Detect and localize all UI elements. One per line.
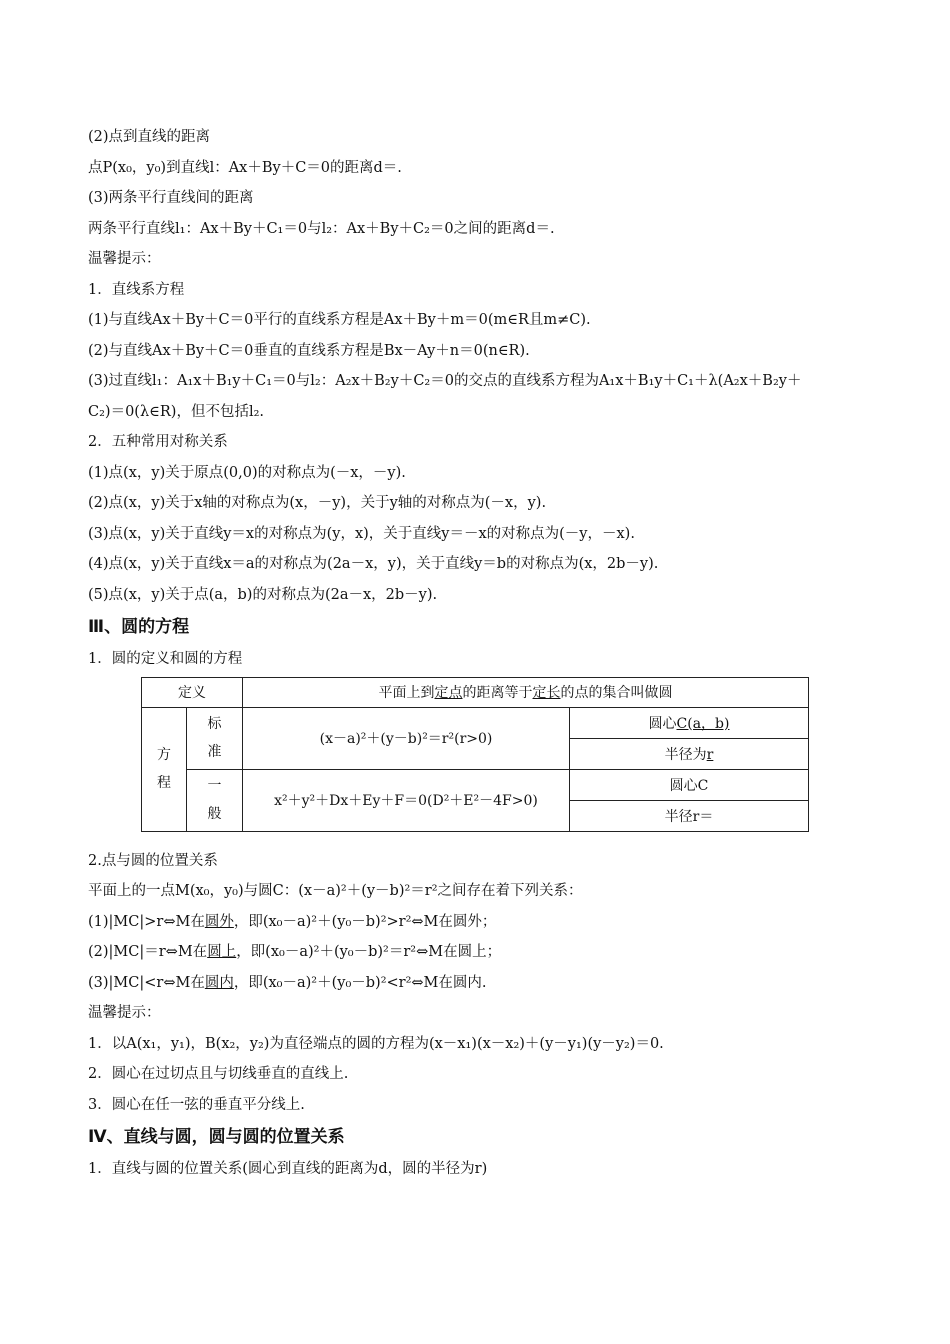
table-cell-standard-label: [187, 707, 243, 769]
paragraph: 两条平行直线l₁：Ax＋By＋C₁＝0与l₂：Ax＋By＋C₂＝0之间的距离d＝.: [88, 220, 555, 237]
subsection-title: (2)点到直线的距离: [88, 129, 211, 145]
label-char: 标: [207, 716, 222, 732]
list-item-continued: C₂)＝0(λ∈R)，但不包括l₂.: [88, 403, 265, 420]
table-cell-general-label: [187, 769, 243, 831]
paragraph: 点P(x₀，y₀)到直线l：Ax＋By＋C＝0的距离d＝.: [88, 159, 402, 176]
radius-value: r: [706, 746, 714, 763]
tip-label: 温馨提示：: [88, 251, 161, 267]
center-value: C(a，b): [676, 715, 730, 732]
label-char: 方: [157, 747, 171, 763]
list-item: 2．圆心在过切点且与切线垂直的直线上.: [88, 1066, 349, 1082]
relation-text: ，即(x₀－a)²＋(y₀－b)²<r²⇔M在圆内.: [233, 974, 487, 991]
table-cell-standard-equation: (x－a)²＋(y－b)²＝r²(r>0): [243, 707, 570, 769]
table-cell-standard-radius: [570, 738, 809, 769]
label-char: 一: [207, 778, 222, 794]
label-char: 准: [207, 744, 222, 760]
list-item: [88, 907, 868, 938]
list-item: (1)点(x，y)关于原点(0,0)的对称点为(－x，－y).: [88, 464, 406, 481]
list-item: 2．五种常用对称关系: [88, 434, 228, 450]
section-heading: Ⅳ、直线与圆，圆与圆的位置关系: [88, 1127, 345, 1147]
subsection-title: 2.点与圆的位置关系: [88, 852, 218, 869]
definition-underlined: 定点: [434, 685, 463, 701]
table-cell-general-radius: 半径r＝: [570, 800, 809, 831]
list-item: 1．以A(x₁，y₁)，B(x₂，y₂)为直径端点的圆的方程为(x－x₁)(x－x₂)＋(y－y₁)(y－y₂)＝0.: [88, 1035, 664, 1052]
definition-text: 平面上到: [378, 685, 435, 701]
tip-label: 温馨提示：: [88, 1005, 161, 1021]
relation-underlined: 圆内: [204, 974, 234, 991]
list-item: (3)点(x，y)关于直线y＝x的对称点为(y，x)，关于直线y＝－x的对称点为(－y，－x).: [88, 525, 635, 542]
list-item: (4)点(x，y)关于直线x＝a的对称点为(2a－x，y)，关于直线y＝b的对称点为(x，2b－y).: [88, 556, 659, 572]
definition-underlined: 定长: [532, 685, 561, 701]
table-cell-general-center: 圆心C: [570, 769, 809, 800]
table-cell-definition-label: 定义: [142, 677, 243, 707]
list-item: [88, 968, 868, 999]
relation-text: (2)|MC|＝r⇔M在: [88, 944, 208, 960]
relation-underlined: 圆外: [204, 913, 234, 930]
relation-text: ，即(x₀－a)²＋(y₀－b)²＝r²⇔M在圆上；: [236, 944, 502, 960]
paragraph: 平面上的一点M(x₀，y₀)与圆C：(x－a)²＋(y－b)²＝r²之间存在着下列关系：: [88, 883, 583, 899]
list-item: (5)点(x，y)关于点(a，b)的对称点为(2a－x，2b－y).: [88, 586, 438, 603]
radius-label: 半径为: [664, 746, 707, 763]
table-cell-standard-center: [570, 707, 809, 738]
table-cell-definition: [243, 677, 809, 707]
relation-text: (3)|MC|<r⇔M在: [88, 974, 205, 991]
document-page: [88, 122, 868, 1185]
definition-text: 的距离等于: [462, 685, 533, 701]
label-char: 般: [207, 806, 222, 822]
subsection-title: 1．圆的定义和圆的方程: [88, 651, 243, 667]
label-char: 程: [157, 775, 171, 791]
section-heading: Ⅲ、圆的方程: [88, 617, 190, 637]
list-item: (3)过直线l₁：A₁x＋B₁y＋C₁＝0与l₂：A₂x＋B₂y＋C₂＝0的交点的直线系方程为A₁x＋B₁y＋C₁＋λ(A₂x＋B₂y＋: [88, 373, 802, 389]
list-item: 3．圆心在任一弦的垂直平分线上.: [88, 1096, 305, 1113]
table-cell-equation-label: [142, 707, 187, 831]
list-item: [88, 937, 868, 968]
list-item: (1)与直线Ax＋By＋C＝0平行的直线系方程是Ax＋By＋m＝0(m∈R且m≠C).: [88, 312, 591, 328]
relation-text: (1)|MC|>r⇔M在: [88, 913, 205, 930]
relation-text: ，即(x₀－a)²＋(y₀－b)²>r²⇔M在圆外；: [233, 913, 497, 930]
table-cell-general-equation: x²＋y²＋Dx＋Ey＋F＝0(D²＋E²－4F>0): [243, 769, 570, 831]
relation-underlined: 圆上: [207, 944, 237, 960]
subsection-title: (3)两条平行直线间的距离: [88, 190, 254, 206]
center-label: 圆心: [648, 715, 677, 732]
list-item: 1．直线系方程: [88, 281, 185, 298]
definition-text: 的点的集合叫做圆: [560, 685, 673, 701]
list-item: (2)与直线Ax＋By＋C＝0垂直的直线系方程是Bx－Ay＋n＝0(n∈R).: [88, 342, 530, 359]
subsection-title: 1．直线与圆的位置关系(圆心到直线的距离为d，圆的半径为r): [88, 1161, 488, 1177]
circle-equation-table: [141, 677, 809, 832]
list-item: (2)点(x，y)关于x轴的对称点为(x，－y)，关于y轴的对称点为(－x，y).: [88, 495, 547, 511]
